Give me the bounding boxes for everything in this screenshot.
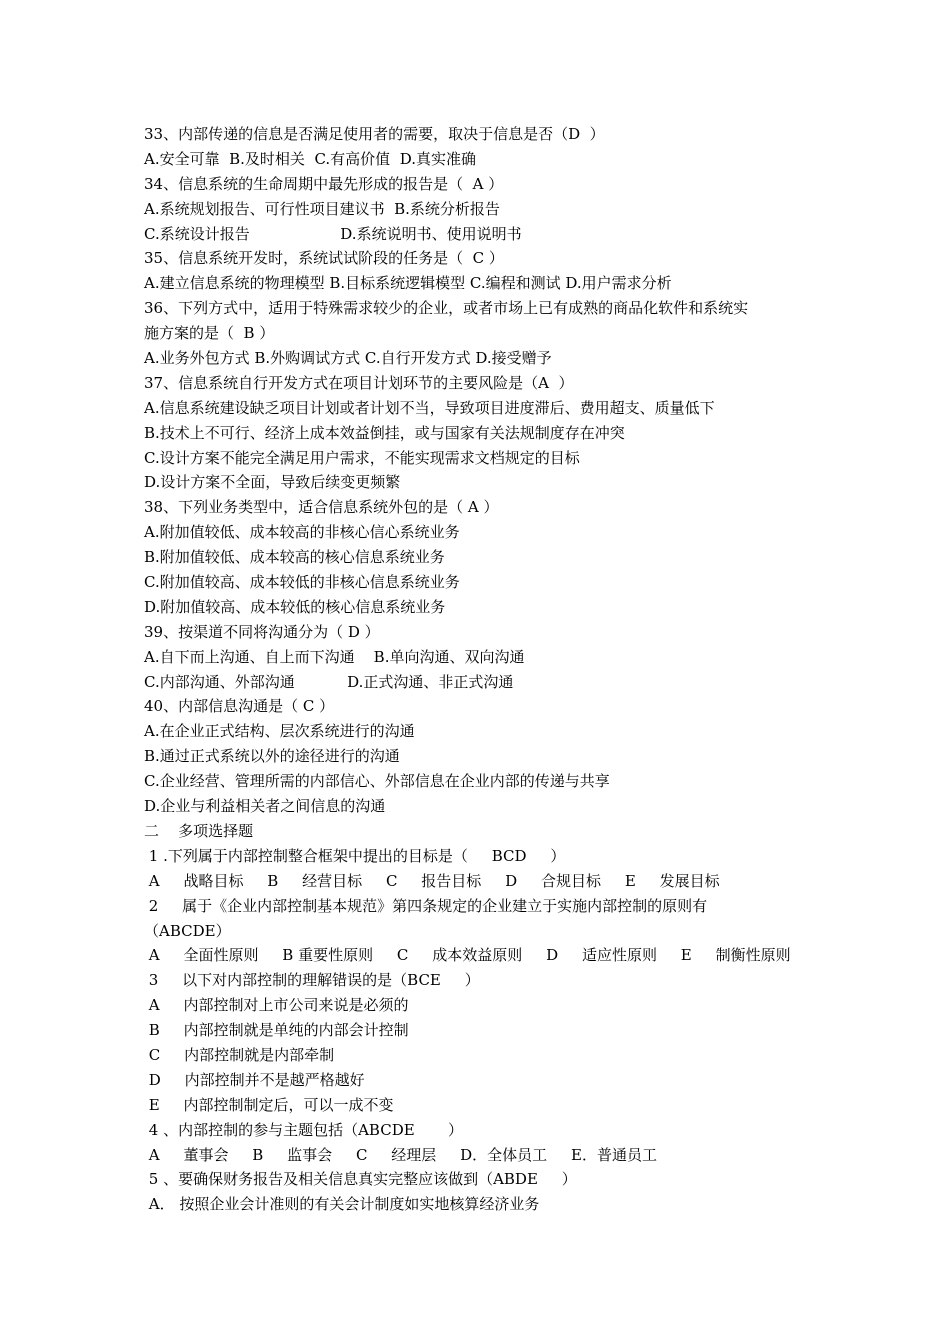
text-line: E 内部控制制定后，可以一成不变	[144, 1095, 394, 1114]
text-line: D.企业与利益相关者之间信息的沟通	[144, 797, 386, 816]
text-line: 39、按渠道不同将沟通分为（ D ）	[144, 622, 380, 641]
text-line: A． 按照企业会计准则的有关会计制度如实地核算经济业务	[144, 1195, 540, 1214]
text-line: A 董事会 B 监事会 C 经理层 D．全体员工 E．普通员工	[144, 1145, 657, 1164]
text-line: C.企业经营、管理所需的内部信心、外部信息在企业内部的传递与共享	[144, 772, 610, 791]
text-line: C.设计方案不能完全满足用户需求，不能实现需求文档规定的目标	[144, 448, 580, 467]
text-line: A.安全可靠 B.及时相关 C.有高价值 D.真实准确	[144, 149, 476, 168]
text-line: C.内部沟通、外部沟通 D.正式沟通、非正式沟通	[144, 672, 514, 691]
text-line: 38、下列业务类型中，适合信息系统外包的是（ A ）	[144, 498, 499, 517]
text-line: B.通过正式系统以外的途径进行的沟通	[144, 747, 400, 766]
text-line: 37、信息系统自行开发方式在项目计划环节的主要风险是（A ）	[144, 373, 574, 392]
text-line: A.附加值较低、成本较高的非核心信心系统业务	[144, 523, 460, 542]
text-line: A.系统规划报告、可行性项目建议书 B.系统分析报告	[144, 199, 500, 218]
text-line: A 全面性原则 B 重要性原则 C 成本效益原则 D 适应性原则 E 制衡性原则	[144, 946, 791, 965]
text-line: A.信息系统建设缺乏项目计划或者计划不当，导致项目进度滞后、费用超支、质量低下	[144, 398, 715, 417]
text-line: 36、下列方式中，适用于特殊需求较少的企业，或者市场上已有成熟的商品化软件和系统实	[144, 299, 749, 318]
text-line: B.附加值较低、成本较高的核心信息系统业务	[144, 548, 445, 567]
text-line: A.自下而上沟通、自上而下沟通 B.单向沟通、双向沟通	[144, 647, 525, 666]
text-line: C.附加值较高、成本较低的非核心信息系统业务	[144, 573, 460, 592]
text-line: （ABCDE）	[144, 921, 231, 940]
text-line: 3 以下对内部控制的理解错误的是（BCE ）	[144, 971, 480, 990]
text-line: A.在企业正式结构、层次系统进行的沟通	[144, 722, 415, 741]
text-line: 二 多项选择题	[144, 821, 254, 840]
text-line: 1 .下列属于内部控制整合框架中提出的目标是（ BCD ）	[144, 846, 566, 865]
text-line: 35、信息系统开发时，系统试试阶段的任务是（ C ）	[144, 249, 504, 268]
text-line: A.业务外包方式 B.外购调试方式 C.自行开发方式 D.接受赠予	[144, 349, 552, 368]
text-line: A.建立信息系统的物理模型 B.目标系统逻辑模型 C.编程和测试 D.用户需求分析	[144, 274, 672, 293]
text-line: A 战略目标 B 经营目标 C 报告目标 D 合规目标 E 发展目标	[144, 871, 720, 890]
text-line: 施方案的是（ B ）	[144, 324, 275, 343]
text-line: D.附加值较高、成本较低的核心信息系统业务	[144, 597, 446, 616]
text-line: C.系统设计报告 D.系统说明书、使用说明书	[144, 224, 522, 243]
text-line: C 内部控制就是内部牵制	[144, 1045, 335, 1064]
text-line: B.技术上不可行、经济上成本效益倒挂，或与国家有关法规制度存在冲突	[144, 423, 625, 442]
text-line: 33、内部传递的信息是否满足使用者的需要，取决于信息是否（D ）	[144, 125, 605, 143]
text-line: 2 属于《企业内部控制基本规范》第四条规定的企业建立于实施内部控制的原则有	[144, 896, 708, 915]
text-line: 4 、内部控制的参与主题包括（ABCDE ）	[144, 1120, 464, 1139]
text-line: 34、信息系统的生命周期中最先形成的报告是（ A ）	[144, 174, 504, 193]
document-page	[144, 122, 824, 1217]
text-line: D.设计方案不全面，导致后续变更频繁	[144, 473, 401, 492]
text-line: 40、内部信息沟通是（ C ）	[144, 697, 335, 716]
text-line: A 内部控制对上市公司来说是必须的	[144, 996, 409, 1015]
text-line: 5 、要确保财务报告及相关信息真实完整应该做到（ABDE ）	[144, 1170, 577, 1189]
text-line: B 内部控制就是单纯的内部会计控制	[144, 1021, 409, 1040]
text-line: D 内部控制并不是越严格越好	[144, 1070, 365, 1089]
